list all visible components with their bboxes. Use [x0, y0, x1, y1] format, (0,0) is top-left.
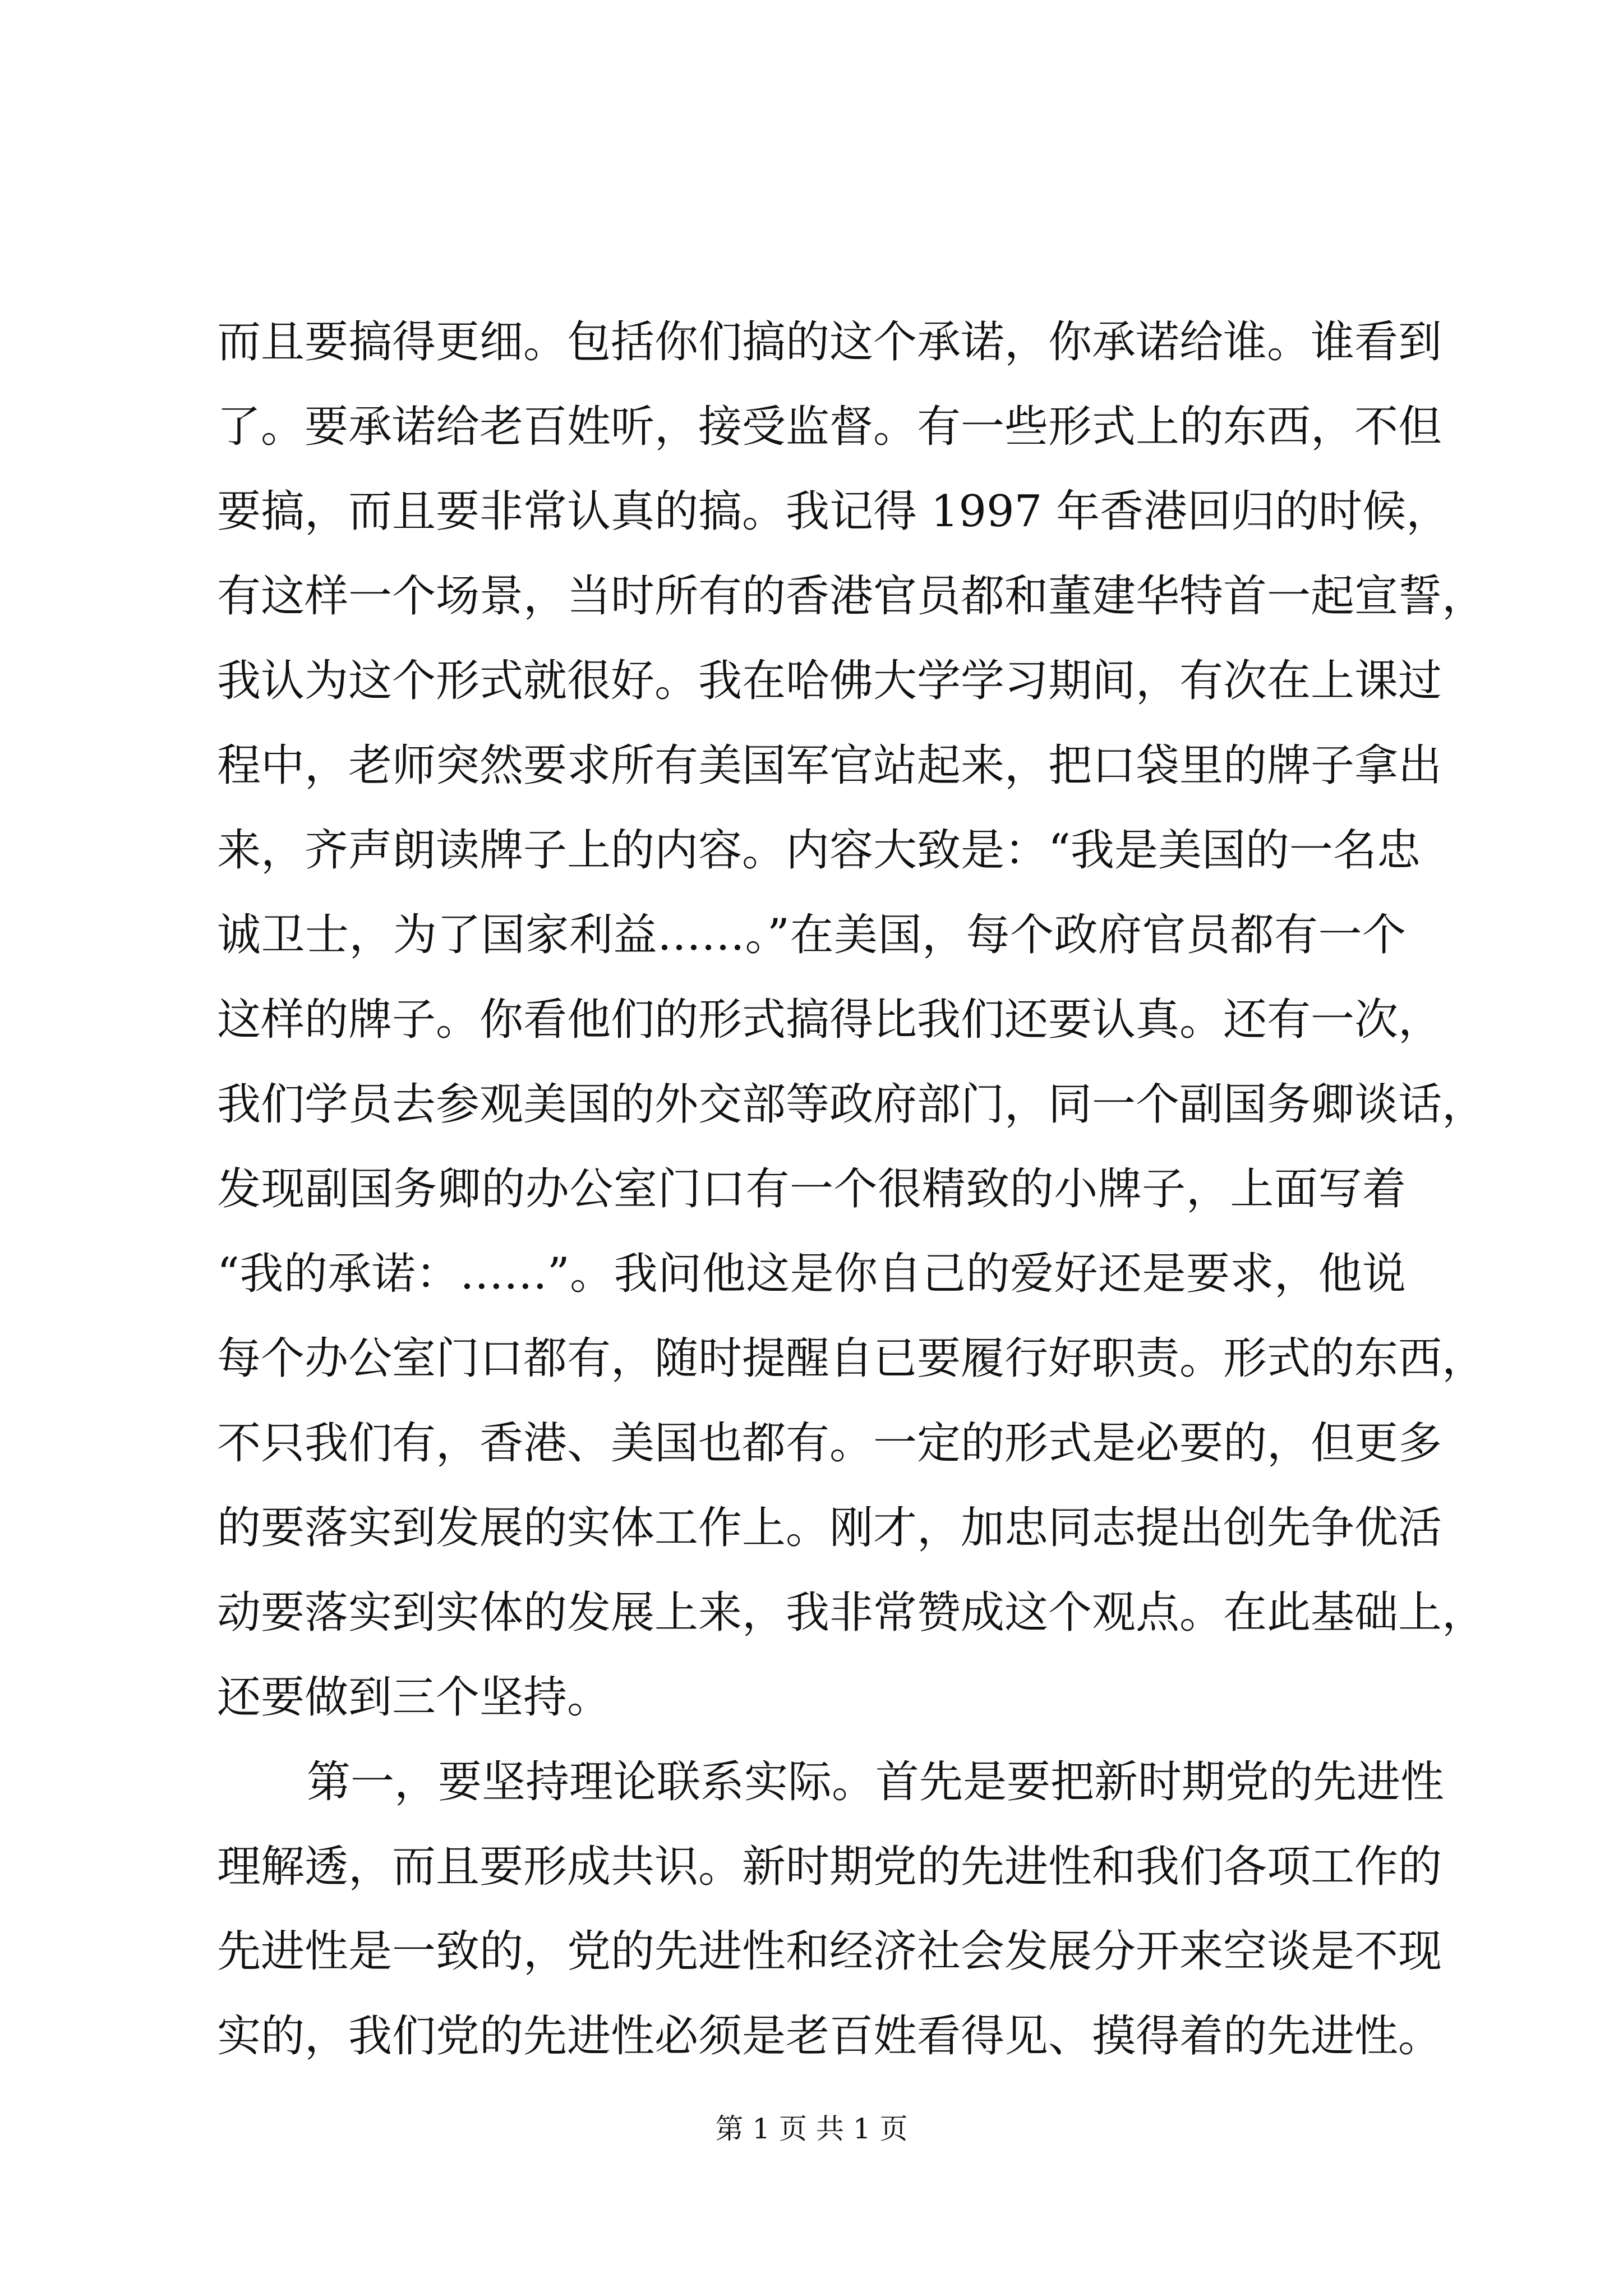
text-line: 先进性是一致的，党的先进性和经济社会发展分开来空谈是不现: [217, 1926, 1442, 1977]
text-line: 有这样一个场景，当时所有的香港官员都和董建华特首一起宣誓，: [217, 571, 1486, 622]
text-line: 理解透，而且要形成共识。新时期党的先进性和我们各项工作的: [217, 1842, 1442, 1892]
text-line: 发现副国务卿的办公室门口有一个很精致的小牌子，上面写着: [217, 1164, 1406, 1214]
text-line: 动要落实到实体的发展上来，我非常赞成这个观点。在此基础上，: [217, 1588, 1486, 1638]
text-line: 每个办公室门口都有，随时提醒自已要履行好职责。形式的东西，: [217, 1333, 1486, 1384]
text-line-paragraph-end: 还要做到三个坚持。: [217, 1672, 611, 1723]
text-line: 我认为这个形式就很好。我在哈佛大学学习期间，有次在上课过: [217, 656, 1442, 706]
page-footer: 第 1 页 共 1 页: [715, 2113, 908, 2145]
text-line: 而且要搞得更细。包括你们搞的这个承诺，你承诺给谁。谁看到: [217, 317, 1442, 367]
document-body: [217, 300, 1486, 2079]
text-line: 要搞，而且要非常认真的搞。我记得 1997 年香港回归的时候，: [217, 486, 1450, 537]
text-line: 实的，我们党的先进性必须是老百姓看得见、摸得着的先进性。: [217, 2011, 1442, 2062]
text-line: 的要落实到发展的实体工作上。刚才，加忠同志提出创先争优活: [217, 1503, 1442, 1553]
text-line-paragraph-start: 第一，要坚持理论联系实际。首先是要把新时期党的先进性: [307, 1757, 1445, 1807]
text-line: 诚卫士，为了国家利益……。”在美国，每个政府官员都有一个: [217, 910, 1406, 960]
text-line: 了。要承诺给老百姓听，接受监督。有一些形式上的东西，不但: [217, 402, 1442, 452]
text-line: 来，齐声朗读牌子上的内容。内容大致是：“我是美国的一名忠: [217, 825, 1421, 876]
text-line: 我们学员去参观美国的外交部等政府部门，同一个副国务卿谈话，: [217, 1079, 1486, 1130]
text-line: 不只我们有，香港、美国也都有。一定的形式是必要的，但更多: [217, 1418, 1442, 1469]
text-line: 这样的牌子。你看他们的形式搞得比我们还要认真。还有一次，: [217, 995, 1442, 1045]
text-line: “我的承诺：……”。我问他这是你自己的爱好还是要求，他说: [217, 1249, 1406, 1299]
text-line: 程中，老师突然要求所有美国军官站起来，把口袋里的牌子拿出: [217, 740, 1442, 791]
